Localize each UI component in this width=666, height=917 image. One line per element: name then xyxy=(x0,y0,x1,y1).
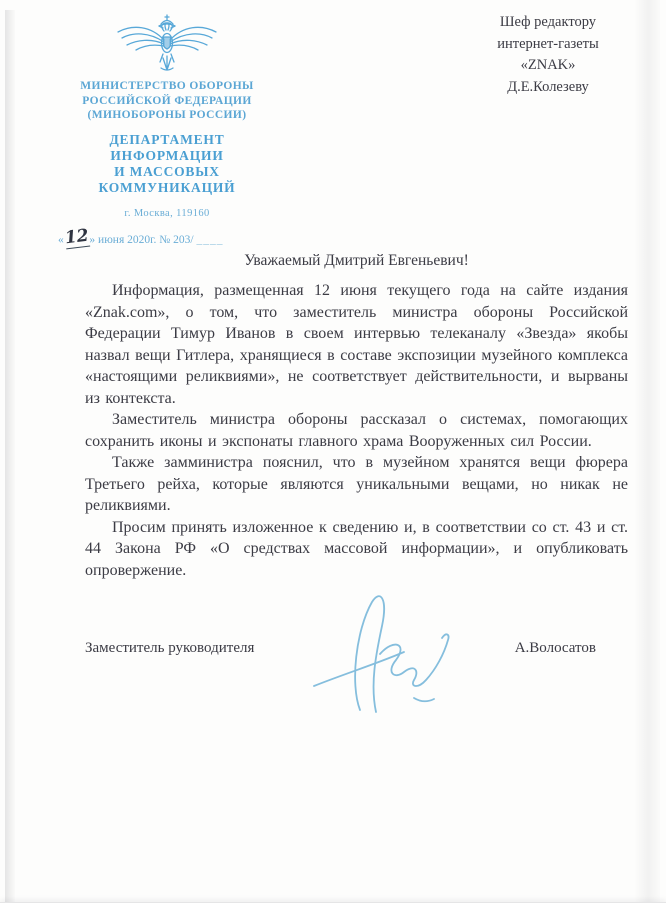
body-paragraph: Заместитель министра обороны рассказал о системах, помогающих сохранить иконы и экспонаты главного храма Вооруженных сил России. xyxy=(85,411,628,450)
recipient-line: Д.Е.Колезеву xyxy=(507,78,589,95)
recipient-line: интернет-газеты xyxy=(497,35,599,52)
letterhead-address: г. Москва, 119160 xyxy=(124,207,210,219)
handwritten-day: 12 xyxy=(63,225,90,248)
opening-quote: « xyxy=(58,233,64,246)
body-paragraph: Информация, размещенная 12 июня текущего года на сайте издания «Znak.com», о том, что заместитель министра обороны Российской Федерации Тимур Иванов в своем интервью телеканалу «Звезда» якобы назвал вещи Гитлера, хранящиеся в составе экспозиции музейного комплекса «настоящими реликвиями», не соответствует действительности, и вырваны из контекста. xyxy=(85,282,628,407)
date-number-text: » июня 2020г. № 203/ xyxy=(89,233,194,246)
department-line: И МАССОВЫХ xyxy=(114,163,220,179)
ministry-line: РОССИЙСКОЙ ФЕДЕРАЦИИ xyxy=(82,94,252,107)
body-paragraph: Также замминистра пояснил, что в музейном хранятся вещи фюрера Третьего рейха, которые являются уникальными вещами, но никак не реликвиями. xyxy=(85,454,628,514)
department-name xyxy=(46,132,288,196)
number-blank: ____ xyxy=(196,233,224,246)
signer-name: А.Волосатов xyxy=(514,640,596,656)
department-line: ДЕПАРТАМЕНТ xyxy=(109,131,225,147)
body-paragraph: Просим принять изложенное к сведению и, в соответствии со ст. 43 и ст. 44 Закона РФ «О средствах массовой информации», и опубликовать опровержение. xyxy=(85,518,628,579)
recipient-line: Шеф редактору xyxy=(499,14,597,30)
recipient-block xyxy=(452,12,644,98)
recipient-line: «ZNAK» xyxy=(520,57,576,73)
date-and-number-line xyxy=(46,225,288,249)
ministry-name xyxy=(46,79,288,123)
scan-edge-right xyxy=(634,0,660,905)
signer-title: Заместитель руководителя xyxy=(85,640,255,656)
letter-body xyxy=(85,280,628,581)
scan-edge-left xyxy=(5,10,15,903)
department-line: ИНФОРМАЦИИ xyxy=(110,147,224,163)
letterhead xyxy=(46,12,288,249)
handwritten-signature-scribble-icon xyxy=(296,588,458,714)
ministry-line: (МИНОБОРОНЫ РОССИИ) xyxy=(87,109,247,121)
ministry-line: МИНИСТЕРСТВО ОБОРОНЫ xyxy=(80,80,254,92)
scan-edge-bottom xyxy=(0,902,666,917)
double-headed-eagle-emblem-icon xyxy=(115,12,219,74)
department-line: КОММУНИКАЦИЙ xyxy=(98,179,236,195)
salutation: Уважаемый Дмитрий Евгеньевич! xyxy=(244,252,469,269)
